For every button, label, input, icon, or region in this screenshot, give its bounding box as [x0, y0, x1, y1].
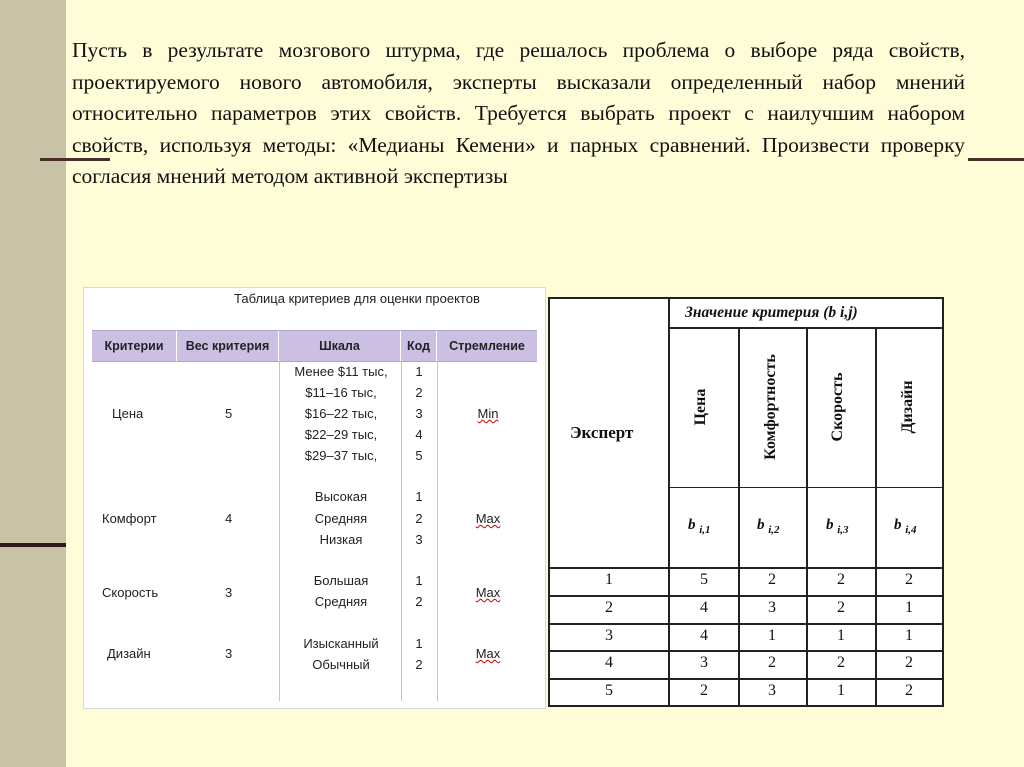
criteria-table	[83, 287, 546, 709]
grid-line	[668, 568, 670, 705]
criterion-header: Дизайн	[899, 380, 916, 434]
cell-value: 3	[700, 654, 708, 671]
criterion-header: Цена	[692, 388, 709, 426]
criteria-table-header	[92, 330, 537, 362]
scale-item: Менее $11 тыс,	[294, 364, 388, 379]
cell-value: 2	[837, 654, 845, 671]
scale-item: Низкая	[319, 532, 363, 547]
cell-value: 2	[905, 682, 913, 699]
code-value: 2	[415, 594, 423, 609]
scale-item: $11–16 тыс,	[305, 385, 377, 400]
criterion-weight: 3	[225, 646, 233, 661]
code-value: 1	[415, 573, 423, 588]
cell-value: 3	[768, 682, 776, 699]
left-sidebar	[0, 0, 66, 767]
criterion-weight: 5	[225, 406, 233, 421]
scale-item: Высокая	[314, 489, 368, 504]
cell-value: 1	[837, 682, 845, 699]
grid-line	[806, 327, 808, 705]
group-header: Значение критерия (b i,j)	[685, 304, 858, 321]
grid-line	[668, 487, 942, 488]
scale-item: Изысканный	[303, 636, 379, 651]
criterion-name: Дизайн	[107, 646, 151, 661]
criterion-name: Цена	[112, 406, 144, 421]
grid-line	[550, 650, 942, 652]
grid-line	[550, 678, 942, 680]
expert-id: 5	[605, 682, 613, 699]
header-goal: Стремление	[449, 339, 525, 353]
accent-line-right	[968, 158, 1024, 161]
grid-line	[550, 567, 942, 569]
goal-value: Max	[475, 585, 501, 600]
cell-value: 1	[837, 627, 845, 644]
code-value: 1	[415, 636, 423, 651]
b-symbol: b $_{i,3}$	[826, 517, 849, 536]
code-value: 2	[415, 511, 423, 526]
cell-value: 2	[905, 571, 913, 588]
criterion-weight: 4	[225, 511, 233, 526]
expert-id: 1	[605, 571, 613, 588]
cell-value: 2	[700, 682, 708, 699]
code-value: 3	[415, 406, 423, 421]
scale-item: Большая	[313, 573, 369, 588]
cell-value: 5	[700, 571, 708, 588]
scale-item: $16–22 тыс,	[304, 406, 378, 421]
cell-value: 2	[837, 571, 845, 588]
b-symbol: b $_{i,2}$	[757, 517, 780, 536]
header-criteria: Критерии	[92, 331, 177, 361]
cell-value: 1	[905, 627, 913, 644]
expert-table	[548, 297, 944, 707]
code-value: 3	[415, 532, 423, 547]
cell-value: 2	[837, 599, 845, 616]
b-symbol: b $_{i,4}$	[894, 517, 917, 536]
scale-item: Средняя	[314, 594, 368, 609]
goal-value: Max	[475, 511, 501, 526]
grid-line	[875, 327, 877, 705]
expert-id: 2	[605, 599, 613, 616]
cell-value: 2	[768, 571, 776, 588]
expert-header: Эксперт	[570, 423, 634, 442]
cell-value: 1	[768, 627, 776, 644]
scale-item: Средняя	[314, 511, 368, 526]
criteria-table-caption: Таблица критериев для оценки проектов	[234, 291, 480, 306]
goal-value: Min	[477, 406, 499, 421]
code-value: 1	[415, 489, 423, 504]
grid-line	[668, 327, 942, 329]
criterion-header: Комфортность	[762, 354, 779, 460]
code-value: 2	[415, 657, 423, 672]
expert-id: 3	[605, 627, 613, 644]
cell-value: 3	[768, 599, 776, 616]
sidebar-divider	[0, 543, 66, 547]
criterion-name: Комфорт	[102, 511, 157, 526]
scale-item: Обычный	[312, 657, 370, 672]
header-weight: Вес критерия	[177, 331, 279, 361]
expert-id: 4	[605, 654, 613, 671]
scale-item: $22–29 тыс,	[304, 427, 378, 442]
header-code: Код	[401, 331, 437, 361]
cell-value: 2	[768, 654, 776, 671]
criterion-header: Скорость	[829, 372, 846, 442]
code-value: 1	[415, 364, 423, 379]
code-value: 5	[415, 448, 423, 463]
cell-value: 4	[700, 599, 708, 616]
task-description: Пусть в результате мозгового штурма, где решалось проблема о выборе ряда свойств, проектируемого нового автомобиля, эксперты высказали определенный набор мнений относительно параметров этих свойств. Требуется выбрать проект с наилучшим набором свойств, используя методы: «Медианы Кемени» и парных сравнений. Произвести проверку согласия мнений методом активной экспертизы	[72, 38, 965, 188]
scale-item: $29–37 тыс,	[304, 448, 378, 463]
grid-line	[738, 327, 740, 705]
criterion-name: Скорость	[102, 585, 159, 600]
cell-value: 4	[700, 627, 708, 644]
criteria-table-body	[92, 361, 537, 701]
code-value: 4	[415, 427, 423, 442]
cell-value: 2	[905, 654, 913, 671]
code-value: 2	[415, 385, 423, 400]
grid-line	[668, 299, 670, 568]
cell-value: 1	[905, 599, 913, 616]
grid-line	[550, 623, 942, 625]
b-symbol: b $_{i,1}$	[688, 517, 711, 536]
header-scale: Шкала	[279, 331, 401, 361]
goal-value: Max	[475, 646, 501, 661]
grid-line	[550, 595, 942, 597]
criterion-weight: 3	[225, 585, 233, 600]
slide-title-ghost	[216, 8, 366, 30]
